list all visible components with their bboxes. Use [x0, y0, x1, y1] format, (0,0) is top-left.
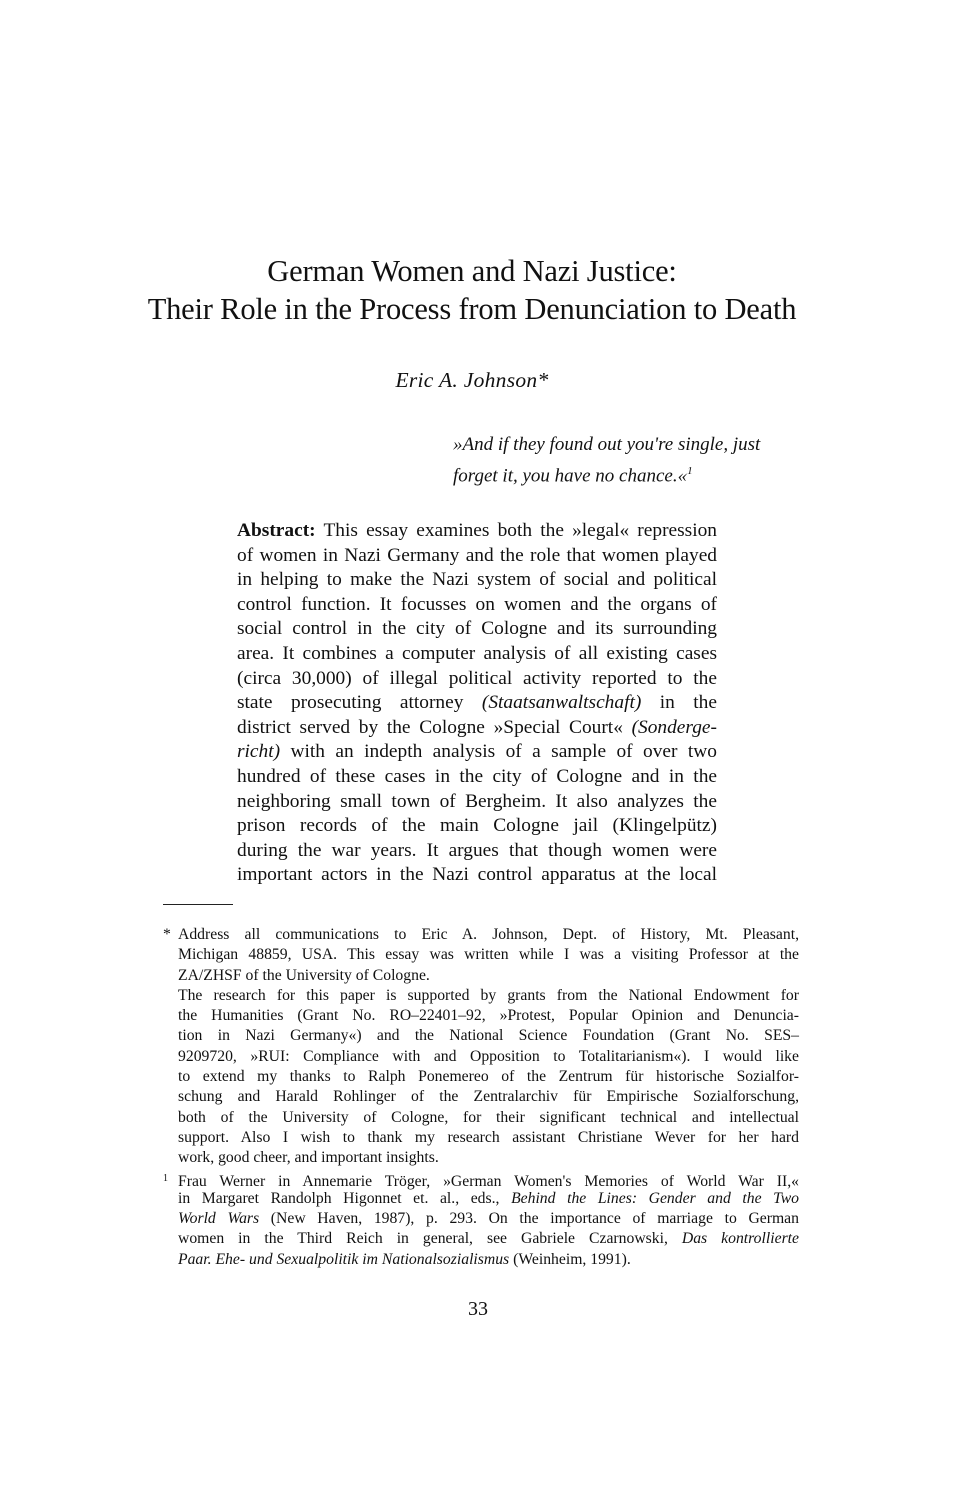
abstract-line: prison records of the main Cologne jail (Klingelpütz)	[237, 815, 717, 837]
abstract-line: Abstract: This essay examines both the »legal« repression	[237, 520, 718, 541]
abstract-line: (circa 30,000) of illegal political activity reported to the	[237, 667, 717, 689]
footnote-1-marker: 1	[163, 1172, 168, 1184]
epigraph-line-1: »And if they found out you're single, just	[453, 434, 761, 455]
footnote-line: to extend my thanks to Ralph Ponemereo of the Zentrum für historische Sozialfor-	[178, 1068, 799, 1086]
epigraph-line-2: forget it, you have no chance.«$^1$	[453, 465, 693, 487]
footnote-line: the Humanities (Grant No. RO–22401–92, »Protest, Popular Opinion and Denuncia-	[178, 1007, 799, 1025]
footnotes	[163, 925, 799, 1270]
abstract-line: district served by the Cologne »Special Court« (Sonderge-	[237, 716, 717, 738]
footnote-line: Paar. Ehe- und Sexualpolitik im Nationalsozialismus (Weinheim, 1991).	[178, 1250, 631, 1268]
footnote-line: ZA/ZHSF of the University of Cologne.	[178, 966, 430, 984]
abstract-line: control function. It focusses on women and the organs of	[237, 593, 717, 615]
abstract-line: important actors in the Nazi control apparatus at the local	[237, 864, 717, 886]
abstract-label: Abstract:	[237, 520, 316, 541]
abstract-line: of women in Nazi Germany and the role that women played	[237, 544, 717, 566]
footnote-line: women in the Third Reich in general, see Gabriele Czarnowski, Das kontrollierte	[178, 1230, 799, 1248]
epigraph-footnote-mark: 1	[687, 465, 693, 477]
page-number: 33	[468, 1298, 488, 1320]
footnote-line: Michigan 48859, USA. This essay was written while I was a visiting Professor at the	[178, 946, 799, 964]
abstract-line: hundred of these cases in the city of Cologne and in the	[237, 765, 717, 787]
footnote-separator	[163, 904, 233, 905]
footnote-star-marker: *	[163, 926, 171, 943]
abstract-line: during the war years. It argues that though women were	[237, 839, 717, 861]
abstract-line: state prosecuting attorney (Staatsanwaltschaft) in the	[237, 692, 717, 714]
abstract-line: area. It combines a computer analysis of all existing cases	[237, 642, 717, 664]
abstract	[237, 519, 717, 888]
abstract-line: social control in the city of Cologne and its surrounding	[237, 618, 717, 640]
article-title-line-1: German Women and Nazi Justice:	[267, 254, 677, 288]
footnote-line: in Margaret Randolph Higonnet et. al., eds., Behind the Lines: Gender and the Two	[178, 1189, 799, 1207]
footnote-line: * Address all communications to Eric A. Johnson, Dept. of History, Mt. Pleasant,	[163, 925, 799, 945]
footnote-line: schung and Harald Rohlinger of the Zentralarchiv für Empirische Sozialforschung,	[178, 1088, 799, 1106]
footnote-line: both of the University of Cologne, for their significant technical and intellectual	[178, 1108, 799, 1126]
footnote-line: 9209720, »RUI: Compliance with and Opposition to Totalitarianism«). I would like	[178, 1047, 799, 1065]
footnote-line: tion in Nazi Germany«) and the National Science Foundation (Grant No. SES–	[178, 1027, 799, 1045]
article-title-line-2: Their Role in the Process from Denunciation to Death	[147, 292, 797, 326]
footnote-line: The research for this paper is supported by grants from the National Endowment for	[178, 986, 799, 1004]
footnote-line: support. Also I wish to thank my research assistant Christiane Wever for her hard	[178, 1128, 799, 1146]
abstract-line: in helping to make the Nazi system of social and political	[237, 569, 717, 591]
footnote-line: World Wars (New Haven, 1987), p. 293. On the importance of marriage to German	[178, 1210, 799, 1228]
abstract-line: neighboring small town of Bergheim. It also analyzes the	[237, 790, 717, 812]
author-name: Eric A. Johnson*	[395, 368, 549, 392]
abstract-line: richt) with an indepth analysis of a sample of over two	[237, 741, 717, 763]
footnote-line: $^1$ Frau Werner in Annemarie Tröger, »German Women's Memories of World War II,«	[163, 1172, 799, 1190]
footnote-line: work, good cheer, and important insights.	[178, 1149, 439, 1167]
epigraph	[453, 431, 813, 489]
